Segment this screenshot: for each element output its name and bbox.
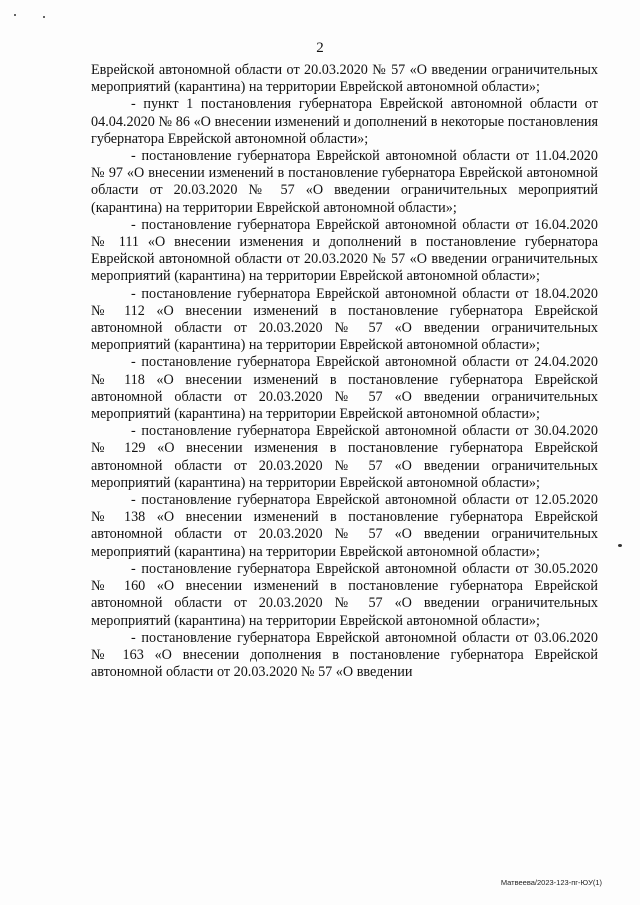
list-item: - постановление губернатора Еврейской автономной области от 30.05.2020 № 160 «О внесении изменений в постановление губернатора Еврейской автономной области от 20.03.2020 № 57 «О введении ограничительных мероприятий (карантина) на территории Еврейской автономной области»; — [91, 560, 598, 629]
list-item: - пункт 1 постановления губернатора Еврейской автономной области от 04.04.2020 № 86 «О внесении изменений и дополнений в некоторые постановления губернатора Еврейской автономной области»; — [91, 96, 598, 147]
scan-speck — [618, 544, 622, 547]
list-item: - постановление губернатора Еврейской автономной области от 12.05.2020 № 138 «О внесении изменений в постановление губернатора Еврейской автономной области от 20.03.2020 № 57 «О введении ограничительных мероприятий (карантина) на территории Еврейской автономной области»; — [91, 492, 598, 560]
list-item: - постановление губернатора Еврейской автономной области от 03.06.2020 № 163 «О внесении дополнения в постановление губернатора Еврейской автономной области от 20.03.2020 № 57 «О введении — [91, 629, 598, 681]
list-item: - постановление губернатора Еврейской автономной области от 30.04.2020 № 129 «О внесении изменения в постановление губернатора Еврейской автономной области от 20.03.2020 № 57 «О введении ограничительных мероприятий (карантина) на территории Еврейской автономной области»; — [91, 423, 598, 491]
document-code-footer: Матвеева/2023-123-пг-ЮУ(1) — [500, 878, 602, 887]
paragraph: Еврейской автономной области от 20.03.2020 № 57 «О введении ограничительных мероприятий (карантина) на территории Еврейской автономной области»; — [91, 62, 598, 96]
document-body — [91, 62, 598, 681]
page-number: 2 — [316, 40, 324, 56]
list-item: - постановление губернатора Еврейской автономной области от 24.04.2020 № 118 «О внесении изменений в постановление губернатора Еврейской автономной области от 20.03.2020 № 57 «О введении ограничительных мероприятий (карантина) на территории Еврейской автономной области»; — [91, 354, 598, 423]
list-item: - постановление губернатора Еврейской автономной области от 16.04.2020 № 111 «О внесении изменения и дополнений в постановление губернатора Еврейской автономной области от 20.03.2020 № 57 «О введении ограничительных мероприятий (карантина) на территории Еврейской автономной области»; — [91, 216, 598, 285]
scan-speck — [14, 14, 16, 16]
list-item: - постановление губернатора Еврейской автономной области от 11.04.2020 № 97 «О внесении изменений в постановление губернатора Еврейской автономной области от 20.03.2020 № 57 «О введении ограничительных мероприятий (карантина) на территории Еврейской автономной области»; — [91, 148, 598, 216]
scan-speck — [43, 16, 45, 18]
list-item: - постановление губернатора Еврейской автономной области от 18.04.2020 № 112 «О внесении изменений в постановление губернатора Еврейской автономной области от 20.03.2020 № 57 «О введении ограничительных мероприятий (карантина) на территории Еврейской автономной области»; — [91, 285, 598, 354]
